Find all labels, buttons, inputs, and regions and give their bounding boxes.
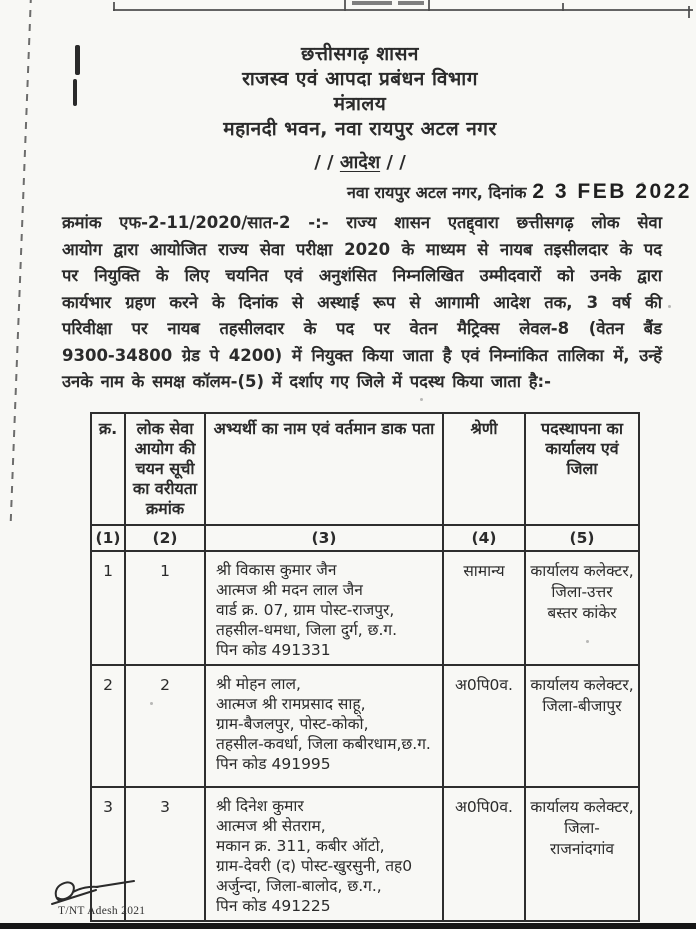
table-header-row [92,414,640,526]
address-line: पिन कोड 491225 [216,897,331,915]
address-line: ग्राम-देवरी (द) पोस्ट-खुरसुनी, तह0 [216,857,413,875]
cell-merit-number: 3 [126,788,206,922]
column-number: (4) [444,526,526,552]
header-category: श्रेणी [444,414,526,526]
department-name-line: मंत्रालय [333,93,387,115]
body-line: कार्यभार ग्रहण करने के दिनांक से अस्थाई रूप से आगामी आदेश तक, 3 वर्ष की [62,292,662,312]
column-number: (5) [526,526,640,552]
body-line: आयोग द्वारा आयोजित राज्य सेवा परीक्षा 2020 के माध्यम से नायब तइसीलदार के पद [62,239,662,259]
cell-category: सामान्य [444,552,526,666]
date-stamp: 2 3 FEB 2022 [532,180,692,203]
top-table-remnant-tick [428,0,430,11]
address-line: वार्ड क्र. 07, ग्राम पोस्ट-राजपुर, [216,601,395,619]
scan-speck [420,398,423,401]
address-line: ग्राम-बैजलपुर, पोस्ट-कोको, [216,715,369,733]
scan-speck [668,305,671,308]
order-title-word: आदेश [339,152,381,173]
top-table-remnant-tick [562,3,564,11]
posting-line: जिला-उत्तर [551,583,613,601]
cell-posting [526,788,640,922]
address-line: पिन कोड 491331 [216,641,331,659]
order-title [50,150,670,174]
cell-name-address [206,552,444,666]
address-line: पिन कोड 491995 [216,755,331,773]
body-line: पर नियुक्ति के लिए चयनित एवं अनुशंसित निम्नलिखित उम्मीदवारों को उनके द्वारा [62,266,662,285]
table-row [92,788,640,922]
body-line: उनके नाम के समक्ष कॉलम-(5) में दर्शाए गए जिले में पदस्थ किया जाता है:- [62,372,551,391]
cell-serial: 3 [92,788,126,922]
posting-line: कार्यालय कलेक्टर, [530,676,634,694]
address-line: श्री विकास कुमार जैन [216,561,337,579]
address-line: तहसील-कवर्धा, जिला कबीरधाम,छ.ग. [216,735,431,753]
address-line: आत्मज श्री सेतराम, [216,817,326,835]
department-name-line: छत्तीसगढ़ शासन [301,43,419,65]
column-number: (3) [206,526,444,552]
page-edge-artifact [10,0,33,527]
cell-posting [526,552,640,666]
posting-line: जिला- [564,819,600,837]
cell-name-address [206,788,444,922]
signature-scribble [46,868,146,910]
address-line: श्री मोहन लाल, [216,675,301,693]
header-name-address: अभ्यर्थी का नाम एवं वर्तमान डाक पता [206,414,444,526]
address-line: आत्मज श्री मदन लाल जैन [216,581,363,599]
order-title-slashes: / / [386,152,406,173]
body-line: 9300-34800 ग्रेड पे 4200) में नियुक्त किया जाता है एवं निम्नांकित तालिका में, उन्हें [62,345,662,365]
department-name-line: राजस्व एवं आपदा प्रबंधन विभाग [242,68,478,90]
top-table-remnant-tick [344,0,346,11]
body-line: क्रमांक एफ-2-11/2020/सात-2 -:- राज्य शासन एतद्द्वारा छत्तीसगढ़ लोक सेवा [62,213,662,232]
cell-category: अ0पि0व. [444,788,526,922]
dateline-text: नवा रायपुर अटल नगर, दिनांक [347,183,527,202]
cell-merit-number: 2 [126,666,206,788]
top-table-remnant-line [113,9,693,11]
order-body [62,210,662,396]
order-title-slashes: / / [314,152,334,173]
column-number: (1) [92,526,126,552]
address-line: मकान क्र. 311, कबीर ऑटो, [216,837,385,855]
cell-merit-number: 1 [126,552,206,666]
header-merit-number: लोक सेवा आयोग की चयन सूची का वरीयता क्रमांक [126,414,206,526]
header-posting: पदस्थापना का कार्यालय एवं जिला [526,414,640,526]
table-row [92,552,640,666]
header-serial: क्र. [92,414,126,526]
cell-posting [526,666,640,788]
posting-line: कार्यालय कलेक्टर, [530,798,634,816]
cutoff-text-smudge [352,1,392,5]
document-header [50,42,670,142]
dateline [347,180,692,204]
cutoff-text-smudge [398,1,424,5]
department-address-line: महानदी भवन, नवा रायपुर अटल नगर [223,118,497,140]
address-line: श्री दिनेश कुमार [216,797,304,815]
top-table-remnant-tick [688,6,690,18]
posting-line: जिला-बीजापुर [542,697,622,715]
address-line: अर्जुन्दा, जिला-बालोद, छ.ग., [216,877,382,895]
posting-line: राजनांदगांव [549,840,615,858]
top-table-remnant-tick [113,2,115,11]
body-line: परिवीक्षा पर नायब तहसीलदार के पद पर वेतन मैट्रिक्स लेवल-8 (वेतन बैंड [62,319,662,338]
table-row [92,666,640,788]
column-number: (2) [126,526,206,552]
posting-line: कार्यालय कलेक्टर, [530,562,634,580]
address-line: तहसील-धमधा, जिला दुर्ग, छ.ग. [216,621,398,639]
address-line: आत्मज श्री रामप्रसाद साहू, [216,695,366,713]
cell-serial: 1 [92,552,126,666]
cell-serial: 2 [92,666,126,788]
cell-name-address [206,666,444,788]
postings-table [90,412,640,922]
file-reference: T/NT Adesh 2021 [58,905,146,917]
posting-line: बस्तर कांकेर [547,604,617,622]
column-number-row [92,526,640,552]
bottom-scan-bar [0,923,696,929]
cell-category: अ0पि0व. [444,666,526,788]
